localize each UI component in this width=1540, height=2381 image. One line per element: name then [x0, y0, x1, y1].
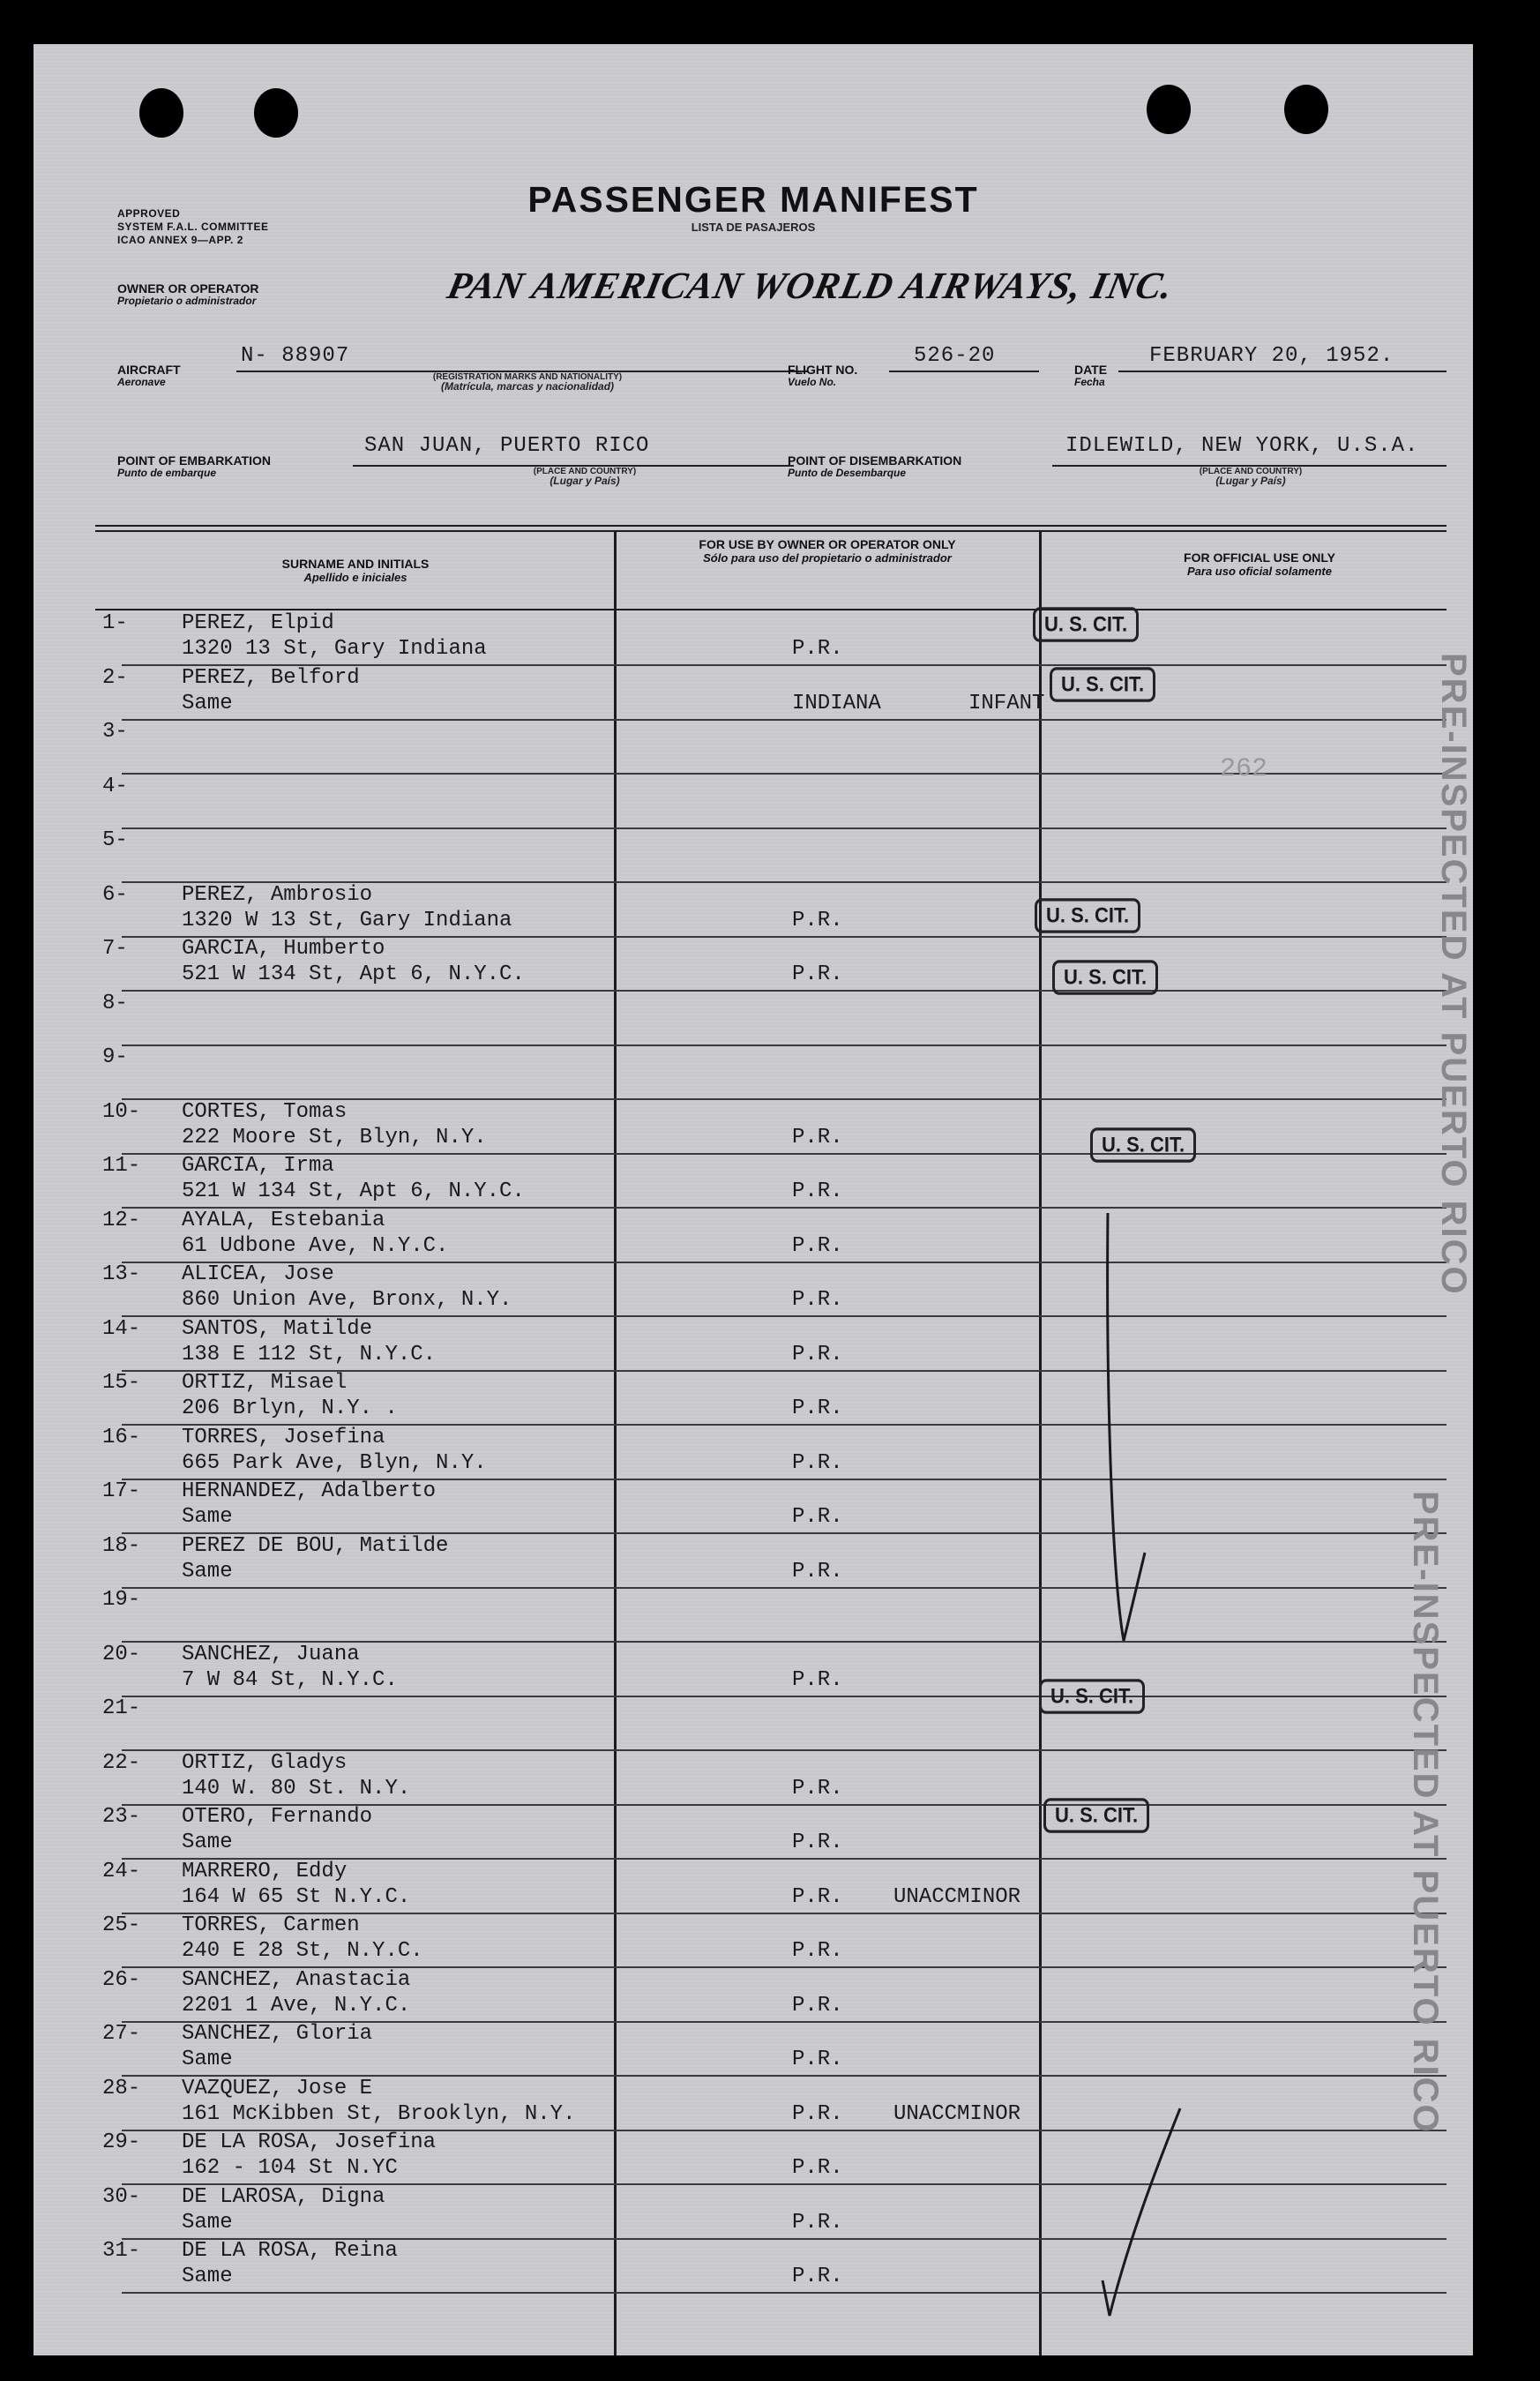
underline [889, 371, 1039, 372]
table-row [34, 1260, 1473, 1314]
passenger-name: DE LAROSA, Digna [182, 2184, 385, 2209]
row-number: 4- [102, 774, 128, 798]
disembark-label [788, 454, 961, 479]
passenger-address: 61 Udbone Ave, N.Y.C. [182, 1233, 449, 1258]
page-title: PASSENGER MANIFEST [527, 179, 979, 220]
us-citizen-stamp: U. S. CIT. [1043, 1798, 1149, 1833]
operator-note: P.R. [792, 1125, 843, 1149]
table-row [34, 1206, 1473, 1261]
passenger-address: 860 Union Ave, Bronx, N.Y. [182, 1288, 512, 1312]
passenger-address: 7 W 84 St, N.Y.C. [182, 1667, 398, 1692]
column-header-owner-es: Sólo para uso del propietario o administrador [703, 551, 952, 565]
table-top-rule [95, 530, 1447, 532]
aircraft-label-en: AIRCRAFT [117, 363, 181, 377]
operator-note: P.R. [792, 2265, 843, 2288]
table-row [34, 826, 1473, 880]
approval-line: APPROVED [117, 207, 181, 220]
pre-inspected-stamp: PRE-INSPECTED AT PUERTO RICO [1434, 653, 1473, 1296]
embark-label [117, 454, 271, 479]
us-citizen-stamp: U. S. CIT. [1039, 1679, 1145, 1714]
disembark-value: IDLEWILD, NEW YORK, U.S.A. [1065, 434, 1419, 458]
table-row [34, 1097, 1473, 1152]
passenger-name: DE LA ROSA, Josefina [182, 2130, 437, 2154]
pre-inspected-stamp: PRE-INSPECTED AT PUERTO RICO [1406, 1491, 1445, 2134]
passenger-name: CORTES, Tomas [182, 1099, 348, 1124]
row-divider [122, 2292, 1447, 2294]
passenger-name: VAZQUEZ, Jose E [182, 2076, 373, 2100]
row-number: 24- [102, 1859, 141, 1883]
operator-note: P.R. [792, 2210, 843, 2235]
us-citizen-stamp: U. S. CIT. [1050, 667, 1155, 702]
embark-label-es: Punto de embarque [117, 467, 217, 479]
owner-label-es: Propietario o administrador [117, 295, 257, 307]
remark: UNACCMINOR [893, 2101, 1021, 2126]
date-label [1074, 363, 1107, 388]
punch-hole [1284, 85, 1328, 134]
us-citizen-stamp: U. S. CIT. [1052, 960, 1158, 995]
table-top-rule [95, 525, 1447, 527]
underline [1118, 371, 1447, 372]
date-label-es: Fecha [1074, 376, 1105, 388]
passenger-name: MARRERO, Eddy [182, 1859, 348, 1883]
disembark-place-note [1140, 467, 1361, 486]
passenger-address: Same [182, 2265, 233, 2288]
owner-label [117, 282, 259, 307]
row-number: 16- [102, 1425, 141, 1449]
table-row [34, 1477, 1473, 1531]
table-row [34, 1965, 1473, 2020]
passenger-address: Same [182, 1559, 233, 1584]
passenger-address: Same [182, 691, 233, 715]
passenger-address: 206 Brlyn, N.Y. . [182, 1396, 398, 1420]
aircraft-value: N- 88907 [241, 344, 350, 368]
remark: INFANT [968, 691, 1045, 715]
place-note-en: (PLACE AND COUNTRY) [533, 467, 637, 476]
check-mark [1092, 2104, 1189, 2333]
table-row [34, 1911, 1473, 1965]
passenger-name: SANCHEZ, Anastacia [182, 1967, 411, 1992]
approval-line: ICAO ANNEX 9—APP. 2 [117, 234, 243, 246]
date-value: FEBRUARY 20, 1952. [1149, 344, 1394, 368]
row-number: 9- [102, 1045, 128, 1069]
punch-hole [1147, 85, 1191, 134]
place-note-es: (Lugar y País) [1215, 475, 1286, 487]
passenger-name: PEREZ, Elpid [182, 611, 334, 635]
table-row [34, 1151, 1473, 1206]
passenger-address: 161 McKibben St, Brooklyn, N.Y. [182, 2101, 576, 2126]
operator-note: P.R. [792, 2156, 843, 2180]
operator-note: P.R. [792, 1776, 843, 1801]
row-number: 30- [102, 2184, 141, 2209]
table-row [34, 1857, 1473, 1912]
operator-note: P.R. [792, 1831, 843, 1854]
passenger-name: GARCIA, Humberto [182, 937, 385, 961]
row-number: 15- [102, 1371, 141, 1395]
column-header-owner-en: FOR USE BY OWNER OR OPERATOR ONLY [699, 537, 956, 551]
passenger-name: PEREZ, Belford [182, 665, 360, 690]
row-number: 14- [102, 1316, 141, 1341]
table-row [34, 1585, 1473, 1640]
operator-note: P.R. [792, 1667, 843, 1692]
table-row [34, 989, 1473, 1044]
page-subtitle: LISTA DE PASAJEROS [691, 221, 816, 234]
manifest-page [34, 44, 1473, 2355]
column-header-owner [651, 538, 1004, 565]
passenger-address: Same [182, 2210, 233, 2235]
row-number: 25- [102, 1913, 141, 1937]
operator-note: P.R. [792, 1505, 843, 1529]
column-header-name-en: SURNAME AND INITIALS [281, 557, 430, 571]
row-number: 18- [102, 1533, 141, 1558]
row-number: 3- [102, 720, 128, 744]
operator-note: P.R. [792, 1993, 843, 2018]
row-number: 17- [102, 1479, 141, 1503]
place-note-es: (Lugar y País) [549, 475, 620, 487]
passenger-name: DE LA ROSA, Reina [182, 2239, 398, 2263]
passenger-name: SANCHEZ, Juana [182, 1642, 360, 1666]
passenger-name: OTERO, Fernando [182, 1805, 373, 1829]
place-note-en: (PLACE AND COUNTRY) [1199, 467, 1303, 476]
operator-note: P.R. [792, 2101, 843, 2126]
passenger-address: 665 Park Ave, Blyn, N.Y. [182, 1450, 487, 1475]
operator-note: P.R. [792, 1396, 843, 1420]
table-row [34, 934, 1473, 989]
table-row [34, 2074, 1473, 2129]
operator-note: P.R. [792, 637, 843, 661]
row-number: 7- [102, 937, 128, 961]
table-row [34, 1748, 1473, 1803]
column-header-official-es: Para uso oficial solamente [1186, 565, 1332, 578]
row-number: 21- [102, 1696, 141, 1720]
aircraft-note-en: (REGISTRATION MARKS AND NATIONALITY) [432, 372, 623, 382]
operator-note: P.R. [792, 1559, 843, 1584]
us-citizen-stamp: U. S. CIT. [1035, 898, 1140, 933]
page-number: 262 [1220, 754, 1268, 784]
aircraft-note [298, 372, 757, 392]
approval-line: SYSTEM F.A.L. COMMITTEE [117, 221, 269, 233]
operator-note: P.R. [792, 908, 843, 932]
embark-label-en: POINT OF EMBARKATION [117, 453, 271, 468]
table-row [34, 1368, 1473, 1423]
table-row [34, 1694, 1473, 1748]
passenger-address: 162 - 104 St N.YC [182, 2156, 398, 2180]
row-number: 1- [102, 611, 128, 635]
passenger-name: SANCHEZ, Gloria [182, 2022, 373, 2046]
passenger-name: ALICEA, Jose [182, 1262, 334, 1286]
aircraft-note-es: (Matrícula, marcas y nacionalidad) [440, 380, 615, 393]
operator-note: P.R. [792, 2048, 843, 2071]
flight-label-es: Vuelo No. [788, 376, 837, 388]
punch-hole [254, 88, 298, 138]
passenger-address: 240 E 28 St, N.Y.C. [182, 1939, 423, 1963]
operator-note: P.R. [792, 962, 843, 986]
table-row [34, 1043, 1473, 1097]
table-row [34, 1314, 1473, 1369]
disembark-label-en: POINT OF DISEMBARKATION [788, 453, 962, 468]
table-row [34, 2183, 1473, 2237]
us-citizen-stamp: U. S. CIT. [1090, 1127, 1196, 1163]
remark: UNACCMINOR [893, 1884, 1021, 1909]
row-number: 20- [102, 1642, 141, 1666]
aircraft-label-es: Aeronave [117, 376, 166, 388]
row-number: 19- [102, 1588, 141, 1612]
passenger-address: 521 W 134 St, Apt 6, N.Y.C. [182, 962, 525, 986]
passenger-name: ORTIZ, Gladys [182, 1750, 348, 1775]
embark-place-note [475, 467, 695, 486]
column-header-official-en: FOR OFFICIAL USE ONLY [1184, 550, 1335, 565]
table-row [34, 2019, 1473, 2074]
row-number: 5- [102, 828, 128, 852]
operator-note: P.R. [792, 1939, 843, 1963]
row-number: 12- [102, 1208, 141, 1232]
row-number: 13- [102, 1262, 141, 1286]
row-number: 2- [102, 665, 128, 690]
flight-value: 526-20 [914, 344, 996, 368]
passenger-name: PEREZ DE BOU, Matilde [182, 1533, 449, 1558]
passenger-address: Same [182, 2048, 233, 2071]
company-name: PAN AMERICAN WORLD AIRWAYS, INC. [444, 266, 1177, 307]
row-number: 27- [102, 2022, 141, 2046]
operator-note: P.R. [792, 1450, 843, 1475]
passenger-address: Same [182, 1831, 233, 1854]
row-number: 11- [102, 1154, 141, 1178]
flight-label [788, 363, 857, 388]
table-row [34, 880, 1473, 935]
row-number: 28- [102, 2076, 141, 2100]
passenger-name: AYALA, Estebania [182, 1208, 385, 1232]
operator-note: P.R. [792, 1179, 843, 1203]
passenger-address: 222 Moore St, Blyn, N.Y. [182, 1125, 487, 1149]
row-number: 26- [102, 1967, 141, 1992]
flight-label-en: FLIGHT NO. [788, 363, 858, 377]
passenger-name: TORRES, Carmen [182, 1913, 360, 1937]
passenger-address: 1320 13 St, Gary Indiana [182, 637, 487, 661]
aircraft-label [117, 363, 181, 388]
table-row [34, 609, 1473, 663]
passenger-name: GARCIA, Irma [182, 1154, 334, 1178]
passenger-address: 140 W. 80 St. N.Y. [182, 1776, 411, 1801]
passenger-name: TORRES, Josefina [182, 1425, 385, 1449]
check-mark [1101, 1200, 1154, 1658]
passenger-address: 521 W 134 St, Apt 6, N.Y.C. [182, 1179, 525, 1203]
passenger-address: 164 W 65 St N.Y.C. [182, 1884, 411, 1909]
row-number: 6- [102, 882, 128, 907]
operator-note: P.R. [792, 1288, 843, 1312]
row-number: 29- [102, 2130, 141, 2154]
table-row [34, 2236, 1473, 2291]
passenger-name: HERNANDEZ, Adalberto [182, 1479, 437, 1503]
check-mark-stroke [1103, 2108, 1180, 2316]
passenger-address: 138 E 112 St, N.Y.C. [182, 1342, 437, 1366]
passenger-name: PEREZ, Ambrosio [182, 882, 373, 907]
table-row [34, 1423, 1473, 1478]
passenger-name: ORTIZ, Misael [182, 1371, 348, 1395]
column-header-name-es: Apellido e iniciales [303, 571, 407, 584]
passenger-address: 1320 W 13 St, Gary Indiana [182, 908, 512, 932]
owner-label-en: OWNER OR OPERATOR [117, 281, 259, 296]
table-row [34, 1802, 1473, 1857]
operator-note: P.R. [792, 1233, 843, 1258]
column-header-name [166, 558, 545, 584]
disembark-label-es: Punto de Desembarque [788, 467, 907, 479]
passenger-address: Same [182, 1505, 233, 1529]
embark-value: SAN JUAN, PUERTO RICO [364, 434, 650, 458]
passenger-address: 2201 1 Ave, N.Y.C. [182, 1993, 411, 2018]
operator-note: P.R. [792, 1342, 843, 1366]
row-number: 22- [102, 1750, 141, 1775]
table-row [34, 1531, 1473, 1586]
table-row [34, 2128, 1473, 2183]
row-number: 10- [102, 1099, 141, 1124]
operator-note: P.R. [792, 1884, 843, 1909]
row-number: 23- [102, 1805, 141, 1829]
table-row [34, 663, 1473, 718]
operator-note: INDIANA [792, 691, 881, 715]
punch-hole [139, 88, 183, 138]
table-row [34, 1640, 1473, 1695]
check-mark-stroke [1108, 1213, 1145, 1641]
row-number: 31- [102, 2239, 141, 2263]
us-citizen-stamp: U. S. CIT. [1033, 607, 1139, 642]
column-header-official [1092, 551, 1427, 578]
row-number: 8- [102, 991, 128, 1015]
passenger-name: SANTOS, Matilde [182, 1316, 373, 1341]
date-label-en: DATE [1074, 363, 1108, 377]
